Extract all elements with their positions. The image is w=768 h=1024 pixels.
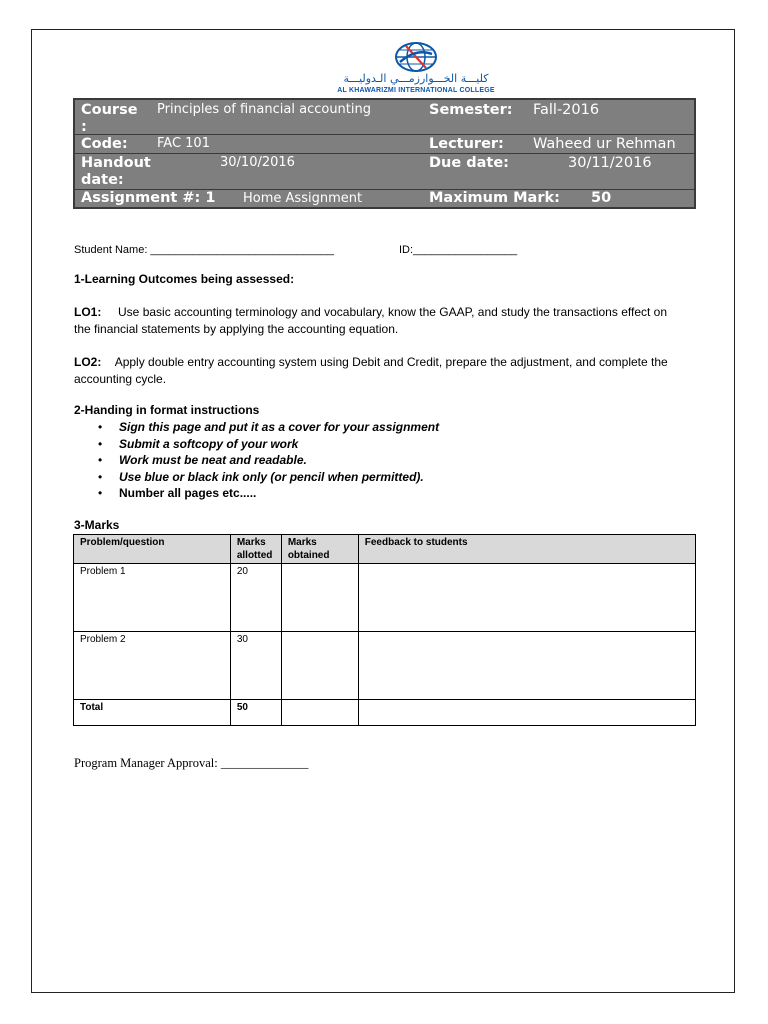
handout-date-label: Handout date:	[81, 155, 151, 188]
marks-table	[73, 534, 696, 726]
handout-date-value: 30/10/2016	[220, 155, 295, 170]
total-feedback-cell[interactable]	[358, 700, 695, 726]
table-row-total	[74, 700, 696, 726]
code-value: FAC 101	[157, 136, 210, 151]
col-header-obtained: Marks obtained	[281, 535, 358, 564]
course-label: Course :	[81, 102, 138, 135]
dates-row	[75, 154, 694, 190]
col-header-feedback: Feedback to students	[358, 535, 695, 564]
list-item	[98, 419, 439, 436]
assignment-value: Home Assignment	[243, 191, 363, 206]
lo1-label: LO1:	[74, 305, 102, 319]
assignment-row	[75, 190, 694, 207]
semester-label: Semester:	[429, 102, 513, 118]
lecturer-label: Lecturer:	[429, 136, 504, 152]
list-item	[98, 485, 439, 502]
table-row	[74, 564, 696, 632]
course-value: Principles of financial accounting	[157, 102, 371, 117]
max-mark-value: 50	[591, 190, 612, 206]
table-row	[74, 632, 696, 700]
student-name-field[interactable]: Student Name: ______________________________	[74, 244, 334, 256]
instruction-text: Number all pages etc.....	[119, 486, 257, 500]
lo2-text: Apply double entry accounting system using Debit and Credit, prepare the adjustment, and complete the accounting cycle.	[74, 355, 668, 386]
assignment-label: Assignment #: 1	[81, 190, 216, 206]
list-item	[98, 436, 439, 453]
table-header-row	[74, 535, 696, 564]
instruction-text: Use blue or black ink only (or pencil when permitted).	[119, 469, 424, 484]
lecturer-value: Waheed ur Rehman	[533, 136, 676, 152]
list-item	[98, 452, 439, 469]
code-label: Code:	[81, 136, 128, 152]
globe-icon	[310, 42, 522, 74]
allotted-cell: 30	[230, 632, 281, 700]
bullet-icon: •	[98, 453, 103, 467]
bullet-icon: •	[98, 420, 103, 434]
feedback-cell[interactable]	[358, 632, 695, 700]
total-obtained-cell[interactable]	[281, 700, 358, 726]
lo1-text: Use basic accounting terminology and vocabulary, know the GAAP, and study the transactions effect on the financial statements by applying the accounting equation.	[74, 305, 668, 336]
bullet-icon: •	[98, 436, 103, 451]
bullet-icon: •	[98, 486, 103, 500]
section-3-title: 3-Marks	[74, 518, 120, 532]
due-date-label: Due date:	[429, 155, 509, 171]
max-mark-label: Maximum Mark:	[429, 190, 560, 206]
instruction-text: Sign this page and put it as a cover for your assignment	[119, 420, 440, 434]
course-row	[75, 100, 694, 135]
problem-cell: Problem 1	[74, 564, 231, 632]
lo1-paragraph	[74, 304, 674, 337]
instruction-text: Work must be neat and readable.	[119, 453, 307, 467]
instruction-text: Submit a softcopy of your work	[119, 436, 299, 451]
section-1-title: 1-Learning Outcomes being assessed:	[74, 272, 295, 286]
due-date-value: 30/11/2016	[568, 155, 652, 171]
obtained-cell[interactable]	[281, 632, 358, 700]
col-header-allotted: Marks allotted	[230, 535, 281, 564]
allotted-cell: 20	[230, 564, 281, 632]
total-allotted-cell: 50	[230, 700, 281, 726]
bullet-icon: •	[98, 469, 103, 484]
college-logo	[310, 42, 522, 98]
program-manager-approval[interactable]: Program Manager Approval: ______________	[74, 756, 309, 770]
code-row	[75, 135, 694, 154]
problem-cell: Problem 2	[74, 632, 231, 700]
semester-value: Fall-2016	[533, 102, 600, 118]
obtained-cell[interactable]	[281, 564, 358, 632]
college-name-english: AL KHAWARIZMI INTERNATIONAL COLLEGE	[337, 87, 495, 94]
list-item	[98, 469, 439, 486]
student-id-field[interactable]: ID:_________________	[399, 244, 518, 256]
instructions-list	[98, 419, 439, 502]
lo2-label: LO2:	[74, 355, 102, 369]
lo2-paragraph	[74, 354, 674, 387]
college-name-arabic: كليـــة الخـــوارزمـــي الـدوليـــة	[343, 72, 489, 85]
total-label-cell: Total	[74, 700, 231, 726]
document-page	[31, 29, 735, 993]
col-header-problem: Problem/question	[74, 535, 231, 564]
course-info-header	[73, 98, 696, 209]
feedback-cell[interactable]	[358, 564, 695, 632]
section-2-title: 2-Handing in format instructions	[74, 403, 260, 417]
